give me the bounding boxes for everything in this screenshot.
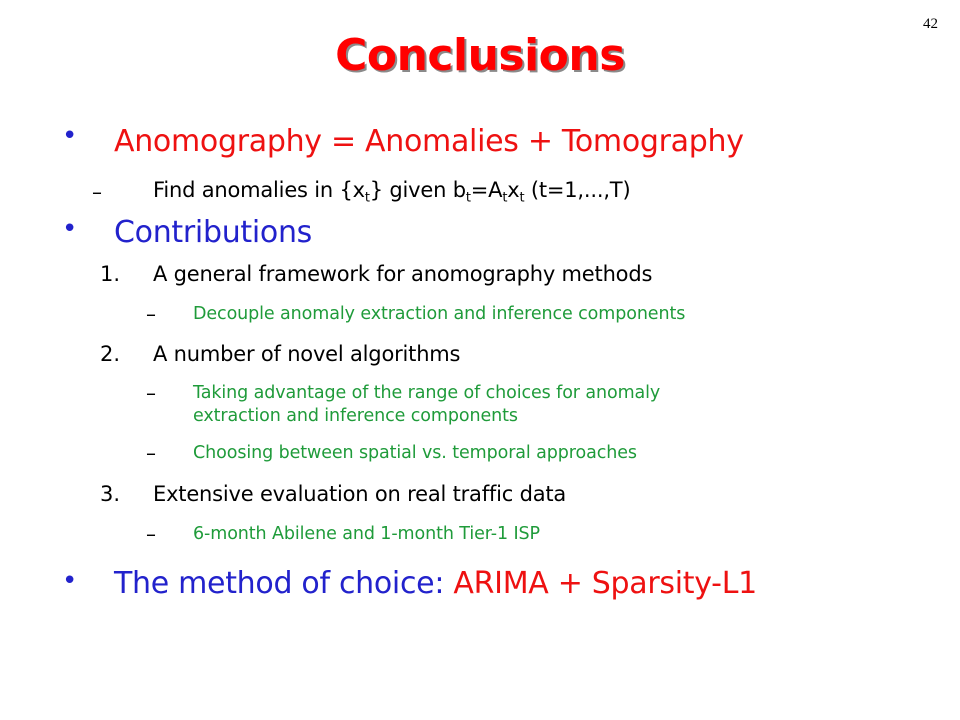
dash-icon: – bbox=[146, 302, 156, 326]
slide-title: Conclusions bbox=[335, 30, 625, 81]
contribution-evaluation: Extensive evaluation on real traffic data bbox=[153, 482, 567, 506]
bullet-method-of-choice bbox=[114, 566, 757, 601]
item-number: 3. bbox=[100, 482, 121, 506]
bullet-contributions: Contributions bbox=[114, 215, 312, 250]
bullet-anomography: Anomography = Anomalies + Tomography bbox=[114, 124, 744, 159]
note-decouple: Decouple anomaly extraction and inference components bbox=[193, 304, 686, 324]
bullet-icon: • bbox=[62, 566, 78, 596]
note-datasets: 6-month Abilene and 1-month Tier-1 ISP bbox=[193, 524, 540, 544]
method-highlight: ARIMA + Sparsity-L1 bbox=[453, 566, 757, 601]
method-prefix: The method of choice: bbox=[114, 566, 454, 601]
page-number: 42 bbox=[923, 16, 938, 32]
anomography-definition: Find anomalies in $\{x_t\}$ given $b_t=A_tx_t$ (t=1,...,T) bbox=[153, 178, 631, 206]
contribution-algorithms: A number of novel algorithms bbox=[153, 342, 461, 366]
dash-icon: – bbox=[92, 180, 102, 204]
dash-icon: – bbox=[146, 441, 156, 465]
item-number: 2. bbox=[100, 342, 121, 366]
note-spatial-temporal: Choosing between spatial vs. temporal approaches bbox=[193, 443, 637, 463]
note-range-of-choices-cont: extraction and inference components bbox=[193, 406, 518, 426]
dash-icon: – bbox=[146, 522, 156, 546]
item-number: 1. bbox=[100, 262, 121, 286]
dash-icon: – bbox=[146, 381, 156, 405]
note-range-of-choices: Taking advantage of the range of choices for anomaly bbox=[193, 383, 661, 403]
contribution-framework: A general framework for anomography methods bbox=[153, 262, 653, 286]
bullet-icon: • bbox=[62, 121, 78, 151]
bullet-icon: • bbox=[62, 214, 78, 244]
